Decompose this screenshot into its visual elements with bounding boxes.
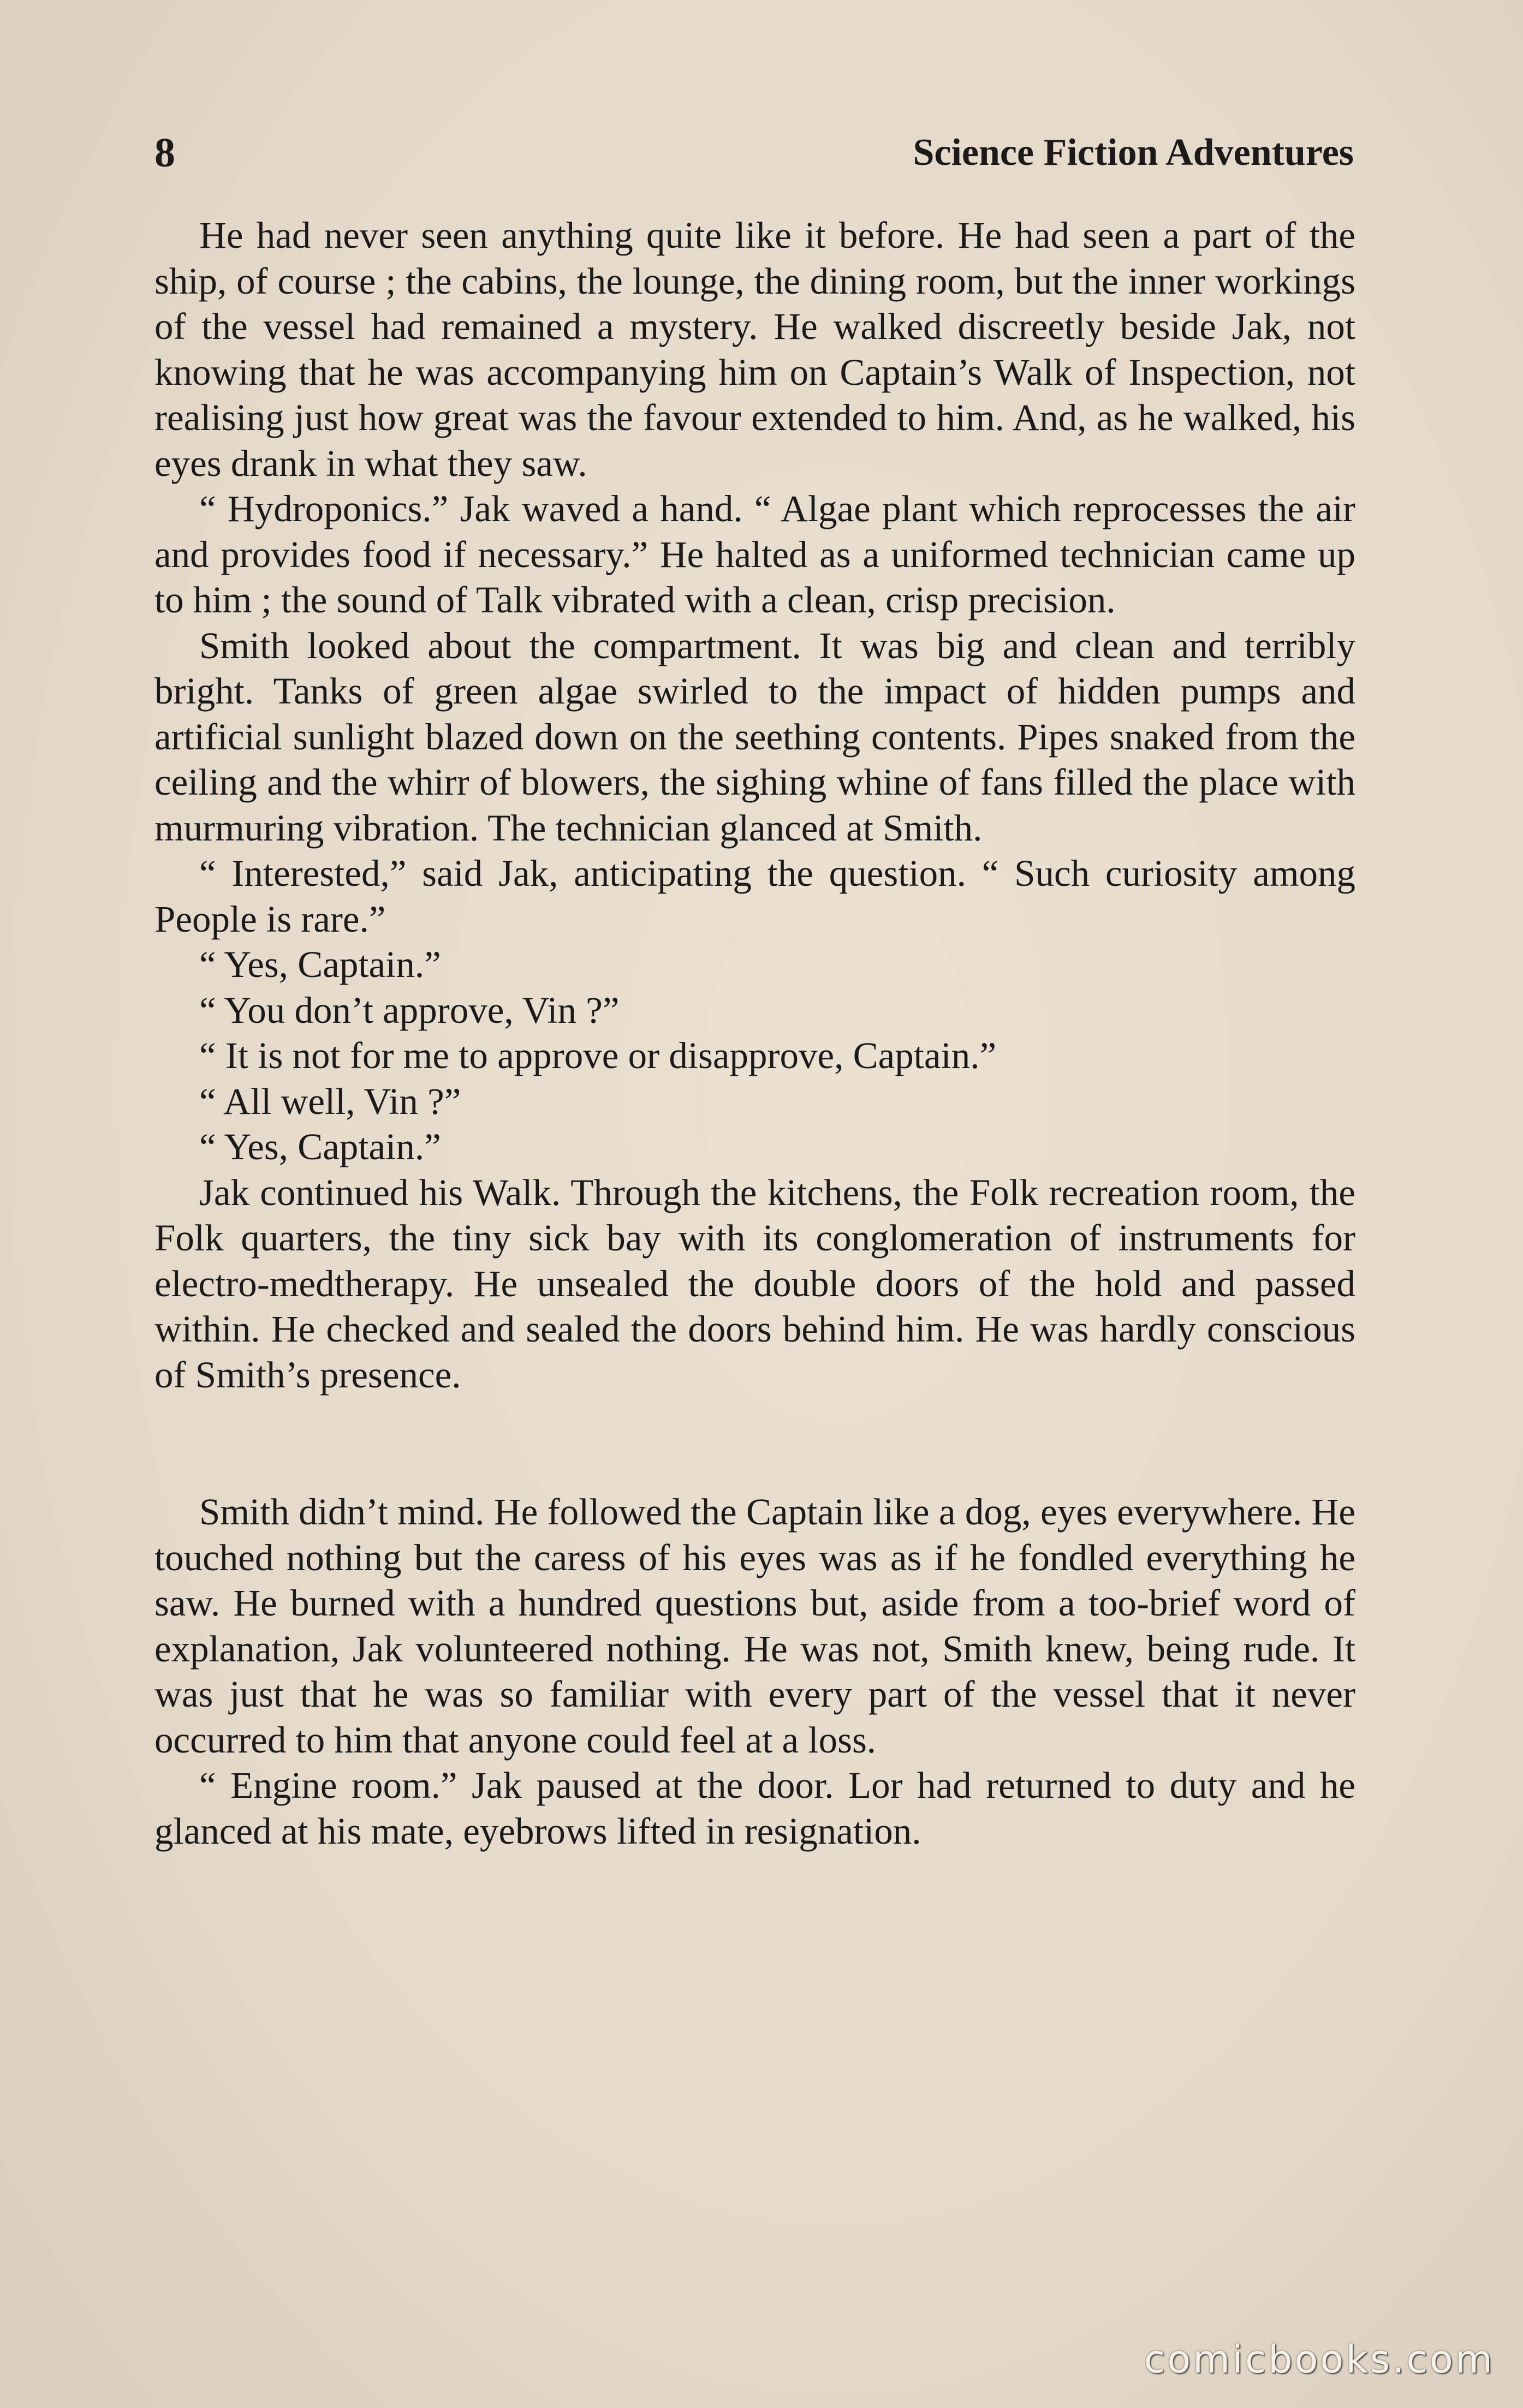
paragraph: “ All well, Vin ?” xyxy=(199,1080,461,1122)
running-head: Science Fiction Adventures xyxy=(913,132,1354,174)
paragraph: “ Interested,” said Jak, anticipating the question. “ Such curiosity among People is rare.” xyxy=(154,853,1355,940)
body-text xyxy=(154,213,1355,1854)
paragraph: Smith didn’t mind. He followed the Captain like a dog, eyes everywhere. He touched nothing but the caress of his eyes was as if he fondled everything he saw. He burned with a hundred questions but, aside from a too-brief word of explanation, Jak volunteered nothing. He was not, Smith knew, being rude. It was just that he was so familiar with every part of the vessel that it never occurred to him that anyone could feel at a loss. xyxy=(154,1491,1355,1761)
paragraph: “ It is not for me to approve or disapprove, Captain.” xyxy=(199,1035,997,1076)
paragraph: “ Hydroponics.” Jak waved a hand. “ Algae plant which reprocesses the air and provides food if necessary.” He halted as a uniformed technician came up to him ; the sound of Talk vibrated with a clean, crisp precision. xyxy=(154,488,1355,621)
section-break xyxy=(154,1398,1355,1489)
paragraph: “ Yes, Captain.” xyxy=(199,1126,441,1167)
paragraph: “ Yes, Captain.” xyxy=(199,944,441,985)
paragraph: Smith looked about the compartment. It was big and clean and terribly bright. Tanks of green algae swirled to the impact of hidden pumps and artificial sunlight blazed down on the seething contents. Pipes snaked from the ceiling and the whirr of blowers, the sighing whine of fans filled the place with murmuring vibration. The technician glanced at Smith. xyxy=(154,624,1355,849)
page-header xyxy=(154,126,1354,180)
paragraph: Jak continued his Walk. Through the kitchens, the Folk recreation room, the Folk quarters, the tiny sick bay with its conglomeration of instruments for electro-medtherapy. He unsealed the double doors of the hold and passed within. He checked and sealed the doors behind him. He was hardly conscious of Smith’s presence. xyxy=(154,1171,1355,1396)
paragraph: He had never seen anything quite like it before. He had seen a part of the ship, of course ; the cabins, the lounge, the dining room, but the inner workings of the vessel had remained a mystery. He walked discreetly beside Jak, not knowing that he was accompanying him on Captain’s Walk of Inspection, not realising just how great was the favour extended to him. And, as he walked, his eyes drank in what they saw. xyxy=(154,214,1355,484)
watermark: comicbooks.com xyxy=(1144,2337,1495,2382)
page-number: 8 xyxy=(154,130,175,176)
paragraph: “ You don’t approve, Vin ?” xyxy=(199,989,620,1031)
paragraph: “ Engine room.” Jak paused at the door. Lor had returned to duty and he glanced at his mate, eyebrows lifted in resignation. xyxy=(154,1765,1355,1852)
